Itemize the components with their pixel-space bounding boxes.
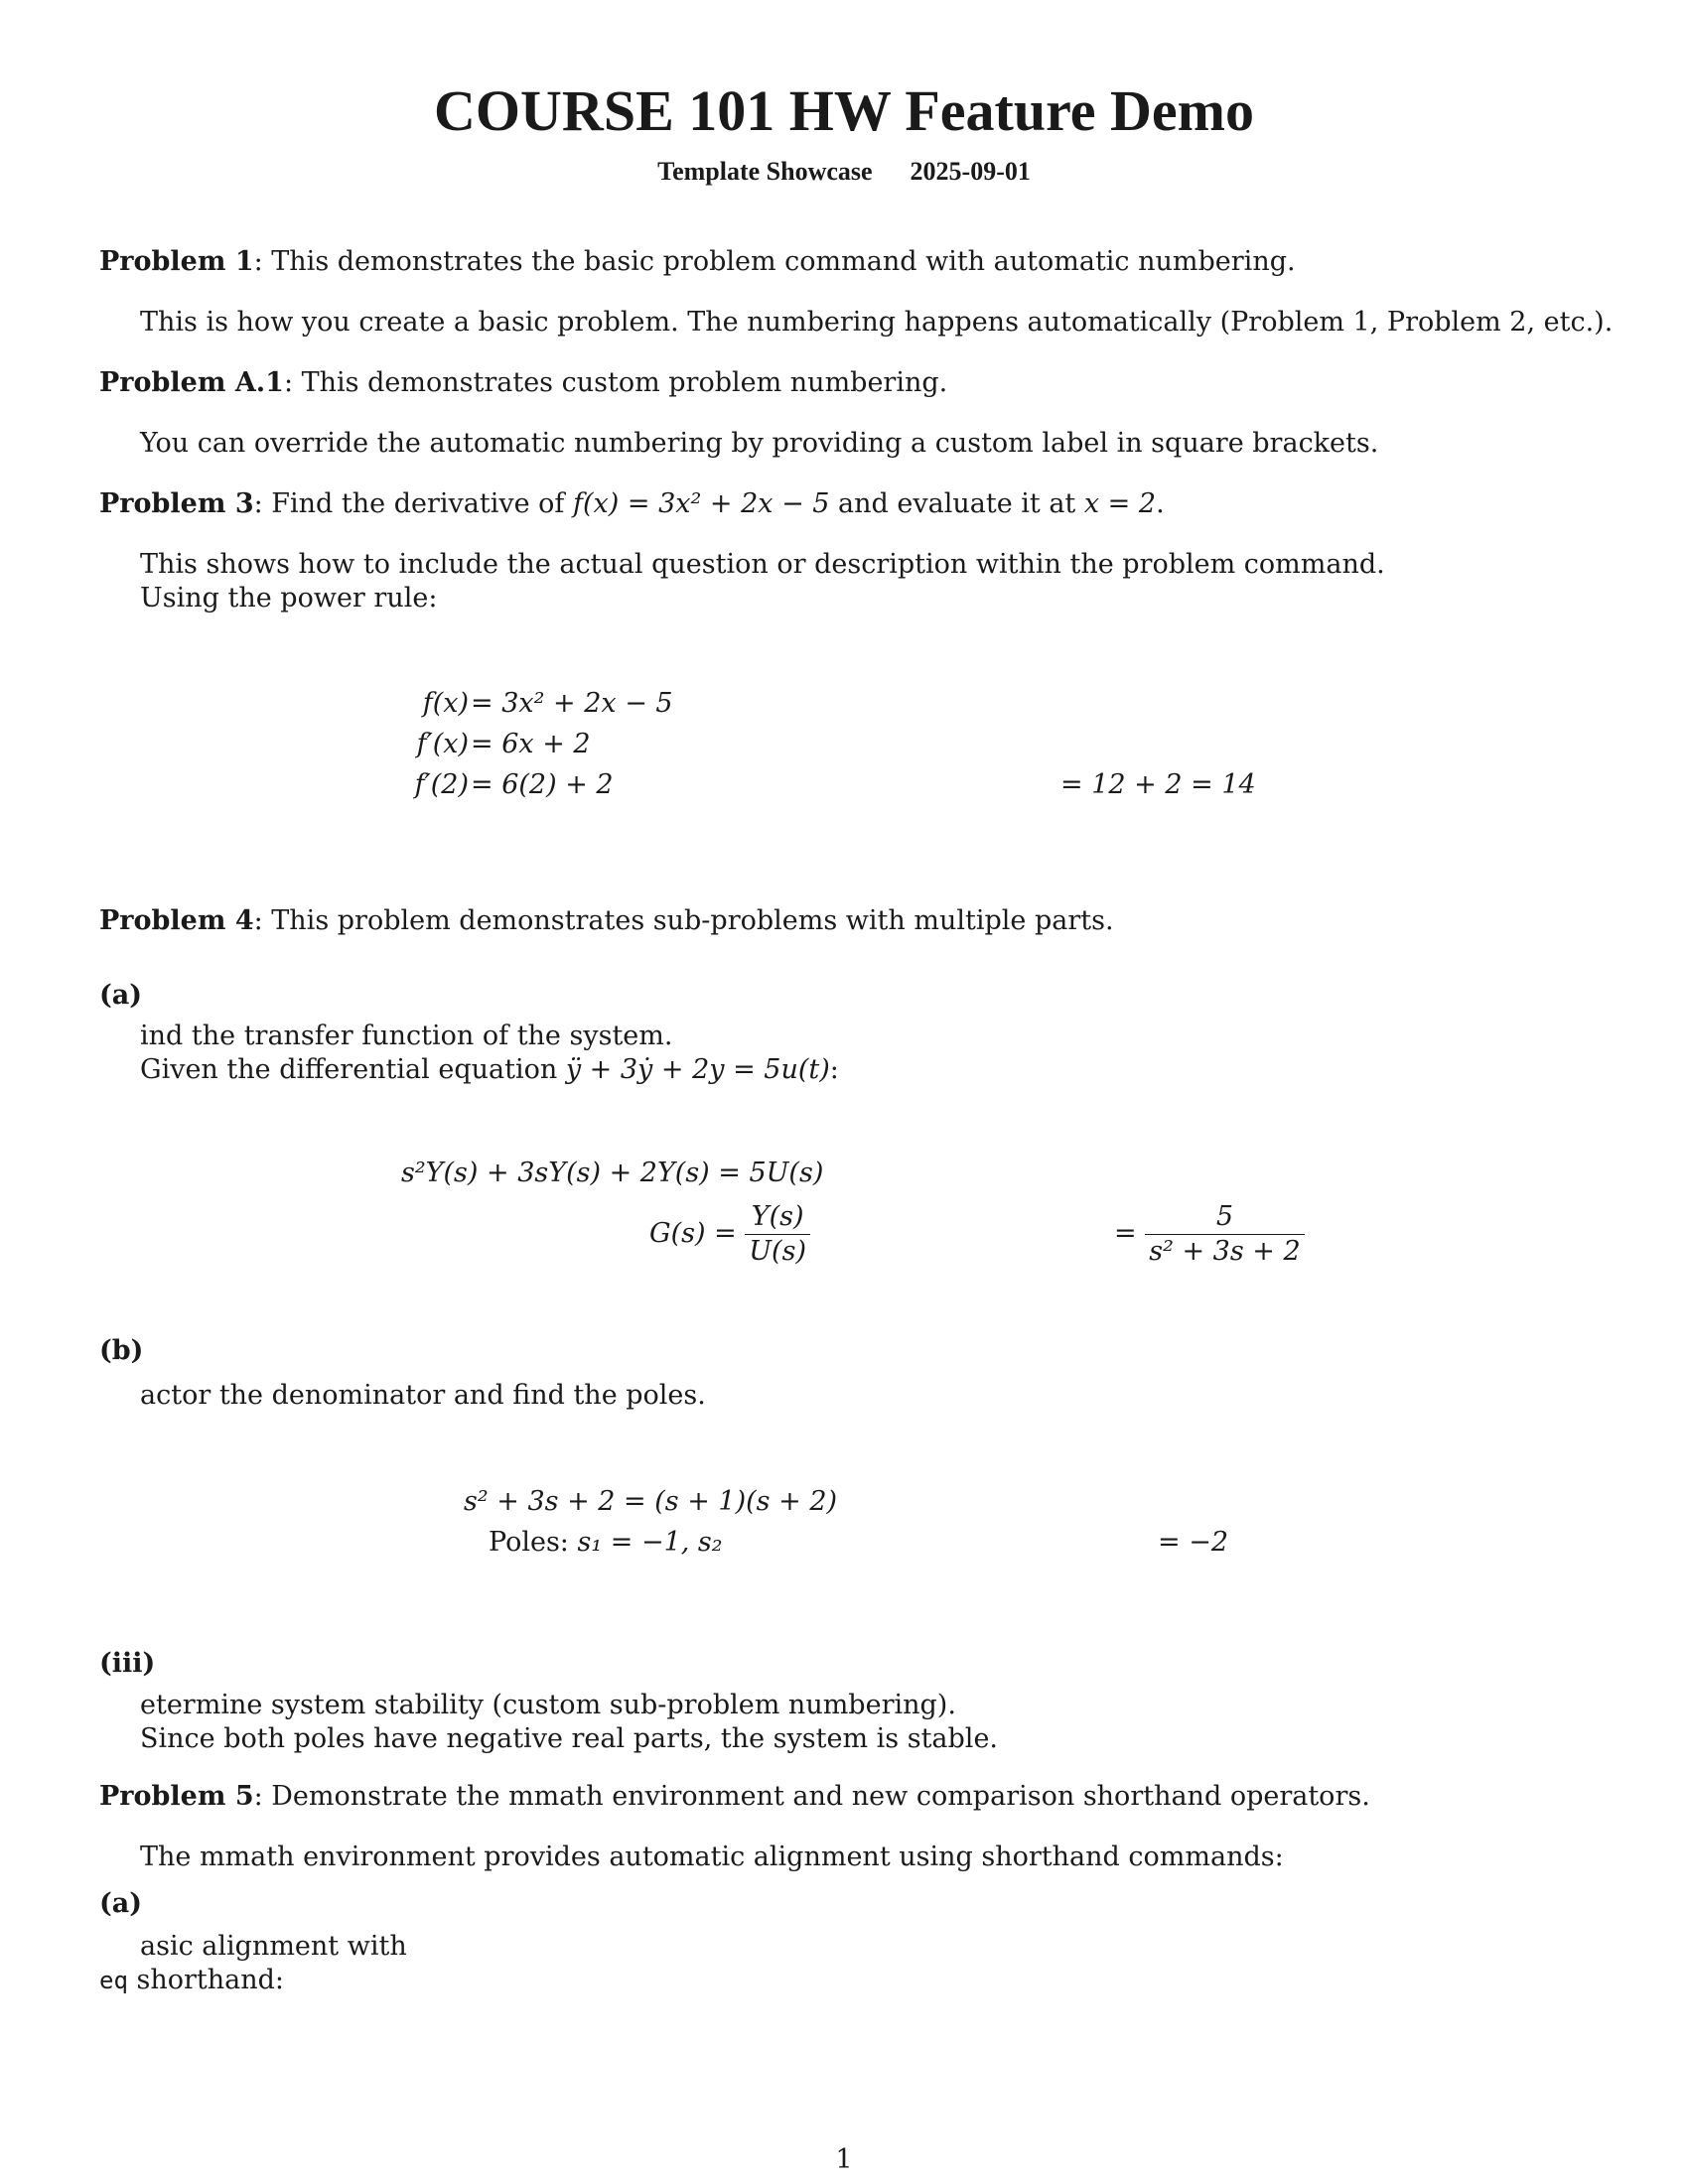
subproblem-iii-label: (iii) [99, 1648, 156, 1679]
subproblem-a-label: (a) [99, 980, 143, 1011]
document-subtitle [0, 157, 1688, 187]
subproblem-a-given: Given the differential equation ÿ + 3ẏ + 2y = 5u(t): [140, 1054, 839, 1085]
factor-equation: s² + 3s + 2 = (s + 1)(s + 2) [464, 1486, 838, 1517]
equation-rhs: = 3x² + 2x − 5 [471, 688, 673, 719]
fraction: $\frac{5}{\text{s² + 3s + 2}}$ [1145, 1200, 1304, 1269]
inline-math: f(x) = 3x² + 2x − 5 [573, 488, 830, 519]
equation-lhs: f(x) [422, 688, 469, 719]
problem-1-heading [99, 246, 1296, 277]
problem-3-heading: Problem 3: Find the derivative of f(x) = 3x² + 2x − 5 and evaluate it at x = 2. [99, 488, 1165, 519]
subproblem-5a-label: (a) [99, 1888, 143, 1919]
inline-math: x = 2 [1083, 488, 1157, 519]
page-number: 1 [835, 2144, 853, 2175]
subproblem-iii-text: etermine system stability (custom sub-problem numbering). [140, 1690, 956, 1720]
problem-a1-body: You can override the automatic numbering by providing a custom label in square brackets. [140, 428, 1379, 459]
subproblem-b-label: (b) [99, 1335, 144, 1366]
problem-statement: : This problem demonstrates sub-problems with multiple parts. [253, 905, 1114, 936]
problem-a1-heading [99, 367, 947, 398]
equation-rhs: = 6x + 2 [471, 729, 591, 759]
document-title: COURSE 101 HW Feature Demo [434, 78, 1254, 143]
fraction: $\frac{Y(s)}{U(s)}$ [745, 1200, 810, 1269]
problem-label: Problem 5 [99, 1781, 254, 1812]
equation-rhs: = 6(2) + 2 [471, 769, 614, 800]
problem-3-body-line1: This shows how to include the actual question or description within the problem command. [140, 549, 1385, 580]
problem-label: Problem 4 [99, 905, 254, 936]
equation-result: = 12 + 2 = 14 [1060, 769, 1256, 800]
subproblem-a-text: ind the transfer function of the system. [140, 1021, 673, 1051]
problem-1-body: This is how you create a basic problem. The numbering happens automatically (Problem 1, Problem 2, etc.). [140, 307, 1614, 338]
problem-label: Problem A.1 [99, 367, 284, 398]
problem-statement: : This demonstrates custom problem numbering. [283, 367, 948, 398]
subtitle-date: 2025-09-01 [910, 157, 1031, 186]
problem-4-heading [99, 905, 1114, 936]
problem-label: Problem 3 [99, 488, 254, 519]
transfer-function-rhs: = $\frac{5}{\text{s² + 3s + 2}}$ [1114, 1200, 1305, 1269]
transfer-function-lhs: G(s) = $\frac{Y(s)}{U(s)}$ [649, 1200, 810, 1269]
equation-lhs: f′(x) [416, 729, 469, 759]
problem-label: Problem 1 [99, 246, 254, 277]
inline-code: eq [99, 1967, 128, 1994]
subproblem-iii-answer: Since both poles have negative real parts, the system is stable. [140, 1723, 998, 1754]
poles-equation-result: = −2 [1158, 1527, 1229, 1558]
problem-statement: : This demonstrates the basic problem command with automatic numbering. [253, 246, 1296, 277]
problem-5-heading [99, 1781, 1370, 1812]
subproblem-5a-text: asic alignment with [140, 1931, 407, 1962]
inline-math: ÿ + 3ẏ + 2y = 5u(t) [565, 1054, 830, 1085]
problem-3-body-line2: Using the power rule: [140, 583, 438, 614]
subtitle-label: Template Showcase [657, 157, 873, 186]
problem-statement: : Demonstrate the mmath environment and new comparison shorthand operators. [253, 1781, 1370, 1812]
poles-equation: Poles: s₁ = −1, s₂ [489, 1527, 723, 1558]
equation-lhs: f′(2) [414, 769, 469, 800]
subproblem-b-text: actor the denominator and find the poles. [140, 1380, 706, 1411]
problem-5-body: The mmath environment provides automatic alignment using shorthand commands: [140, 1842, 1284, 1872]
laplace-equation: s²Y(s) + 3sY(s) + 2Y(s) = 5U(s) [401, 1158, 824, 1188]
subproblem-5a-text-line2: eq shorthand: [99, 1965, 285, 1995]
